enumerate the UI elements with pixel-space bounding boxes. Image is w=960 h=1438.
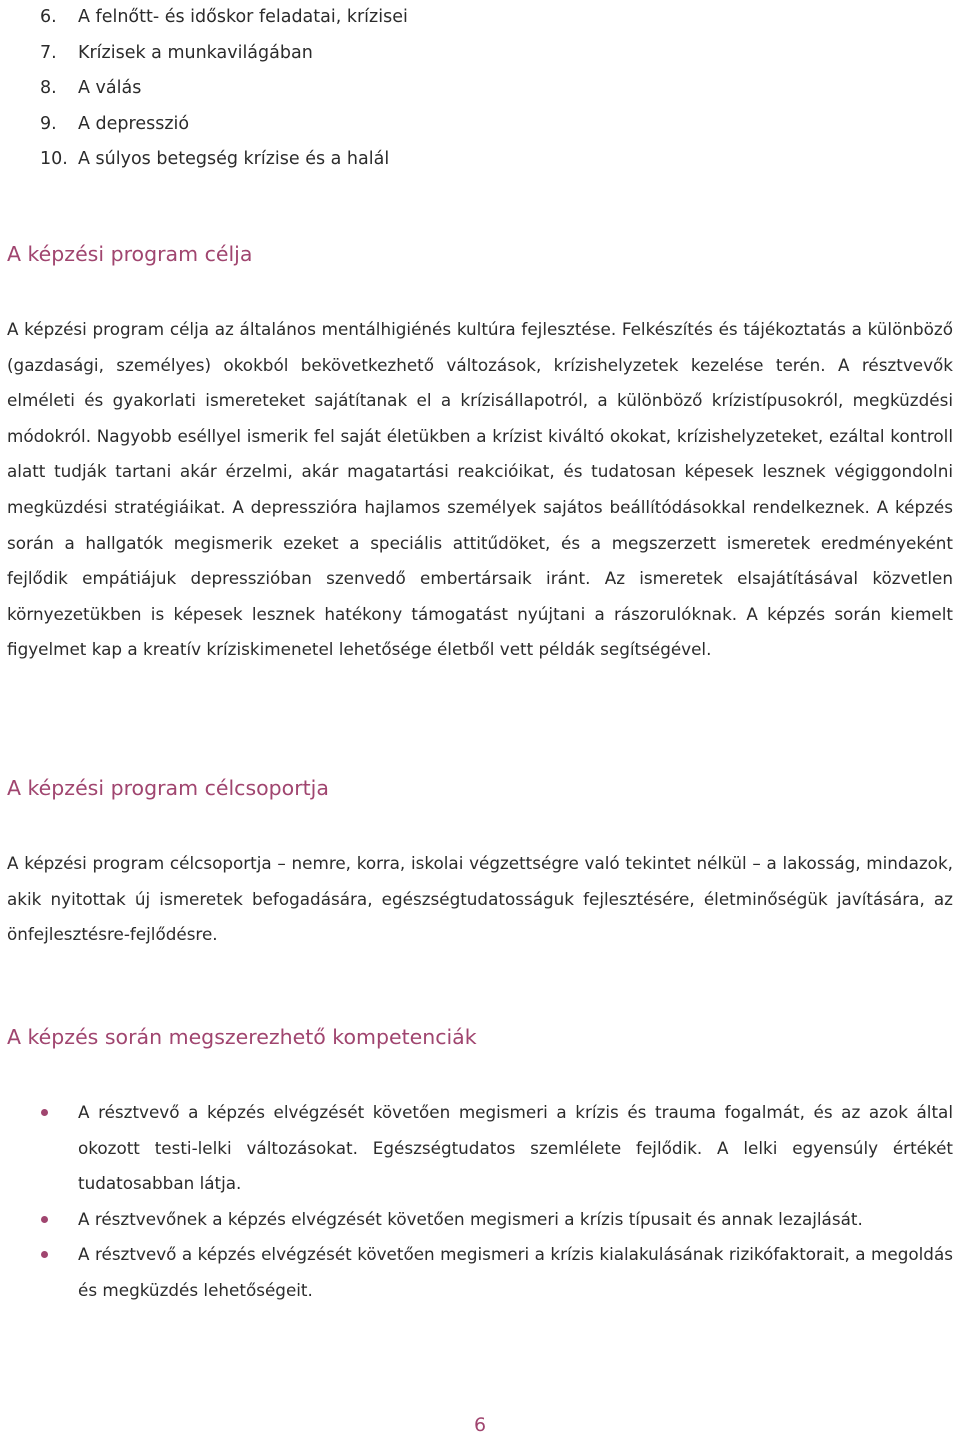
- list-item: [40, 0, 408, 36]
- list-item-number: 8.: [40, 78, 57, 98]
- section-heading-target-group: A képzési program célcsoportja: [7, 776, 329, 800]
- list-item-number: 9.: [40, 113, 57, 134]
- topic-list: [40, 0, 408, 178]
- list-item-text: A résztvevő a képzés elvégzését követően megismeri a krízis és trauma fogalmát, és az azok által okozott testi-lelki változásokat. Egészségtudatos szemlélete fejlődik. A lelki egyensúly értékét tudatosabban látja.: [78, 1102, 953, 1194]
- list-item: [7, 1095, 953, 1202]
- section-heading-competencies: A képzés során megszerezhető kompetenciák: [7, 1025, 477, 1049]
- bullet-icon: [41, 1251, 48, 1258]
- bullet-icon: [41, 1216, 48, 1223]
- list-item: [7, 1202, 953, 1238]
- list-item-number: 7.: [40, 42, 57, 63]
- list-item-text: A válás: [78, 78, 142, 98]
- program-goal-paragraph: A képzési program célja az általános mentálhigiénés kultúra fejlesztése. Felkészítés és tájékoztatás a különböző (gazdasági, személyes) okokból bekövetkezhető változások, krízishelyzetek kezelése terén. A résztvevők elméleti és gyakorlati ismereteket sajátítanak el a krízisállapotról, a különböző krízistípusokról, megküzdési módokról. Nagyobb eséllyel ismerik fel saját életükben a krízist kiváltó okokat, krízishelyzeteket, ezáltal kontroll alatt tudják tartani akár érzelmi, akár magatartási reakcióikat, és tudatosan képesek lesznek végiggondolni megküzdési stratégiáikat. A depresszióra hajlamos személyek sajátos beállítódásokkal rendelkeznek. A képzés során a hallgatók megismerik ezeket a speciális attitűdöket, és a megszerzett ismeretek eredményeként fejlődik empátiájuk depresszióban szenvedő embertársaik iránt. Az ismeretek elsajátításával közvetlen környezetükben is képesek lesznek hatékony támogatást nyújtani a rászorulóknak. A képzés során kiemelt figyelmet kap a kreatív kríziskimenetel lehetősége életből vett példák segítségével.: [7, 319, 953, 660]
- list-item-text: A depresszió: [78, 113, 190, 134]
- list-item-number: 6.: [40, 7, 57, 27]
- list-item: [40, 142, 408, 178]
- list-item-number: 10.: [40, 149, 68, 169]
- target-group-paragraph: A képzési program célcsoportja – nemre, korra, iskolai végzettségre való tekintet nélkül – a lakosság, mindazok, akik nyitottak új ismeretek befogadására, egészségtudatosságuk fejlesztésére, életminőségük javítására, az önfejlesztésre-fejlődésre.: [7, 853, 953, 945]
- list-item-text: A résztvevőnek a képzés elvégzését követően megismeri a krízis típusait és annak lezajlását.: [78, 1208, 863, 1229]
- list-item-text: A felnőtt- és időskor feladatai, krízisei: [78, 7, 408, 27]
- list-item: [40, 107, 408, 143]
- competency-list: [7, 1095, 953, 1309]
- page-number: 6: [473, 1414, 487, 1436]
- list-item-text: A résztvevő a képzés elvégzését követően megismeri a krízis kialakulásának rizikófaktorait, a megoldás és megküzdés lehetőségeit.: [78, 1244, 953, 1300]
- list-item: [40, 71, 408, 107]
- section-heading-program-goal: A képzési program célja: [7, 242, 253, 266]
- bullet-icon: [41, 1109, 48, 1116]
- list-item: [7, 1237, 953, 1308]
- list-item: [40, 36, 408, 72]
- list-item-text: Krízisek a munkavilágában: [78, 42, 313, 63]
- list-item-text: A súlyos betegség krízise és a halál: [78, 149, 390, 169]
